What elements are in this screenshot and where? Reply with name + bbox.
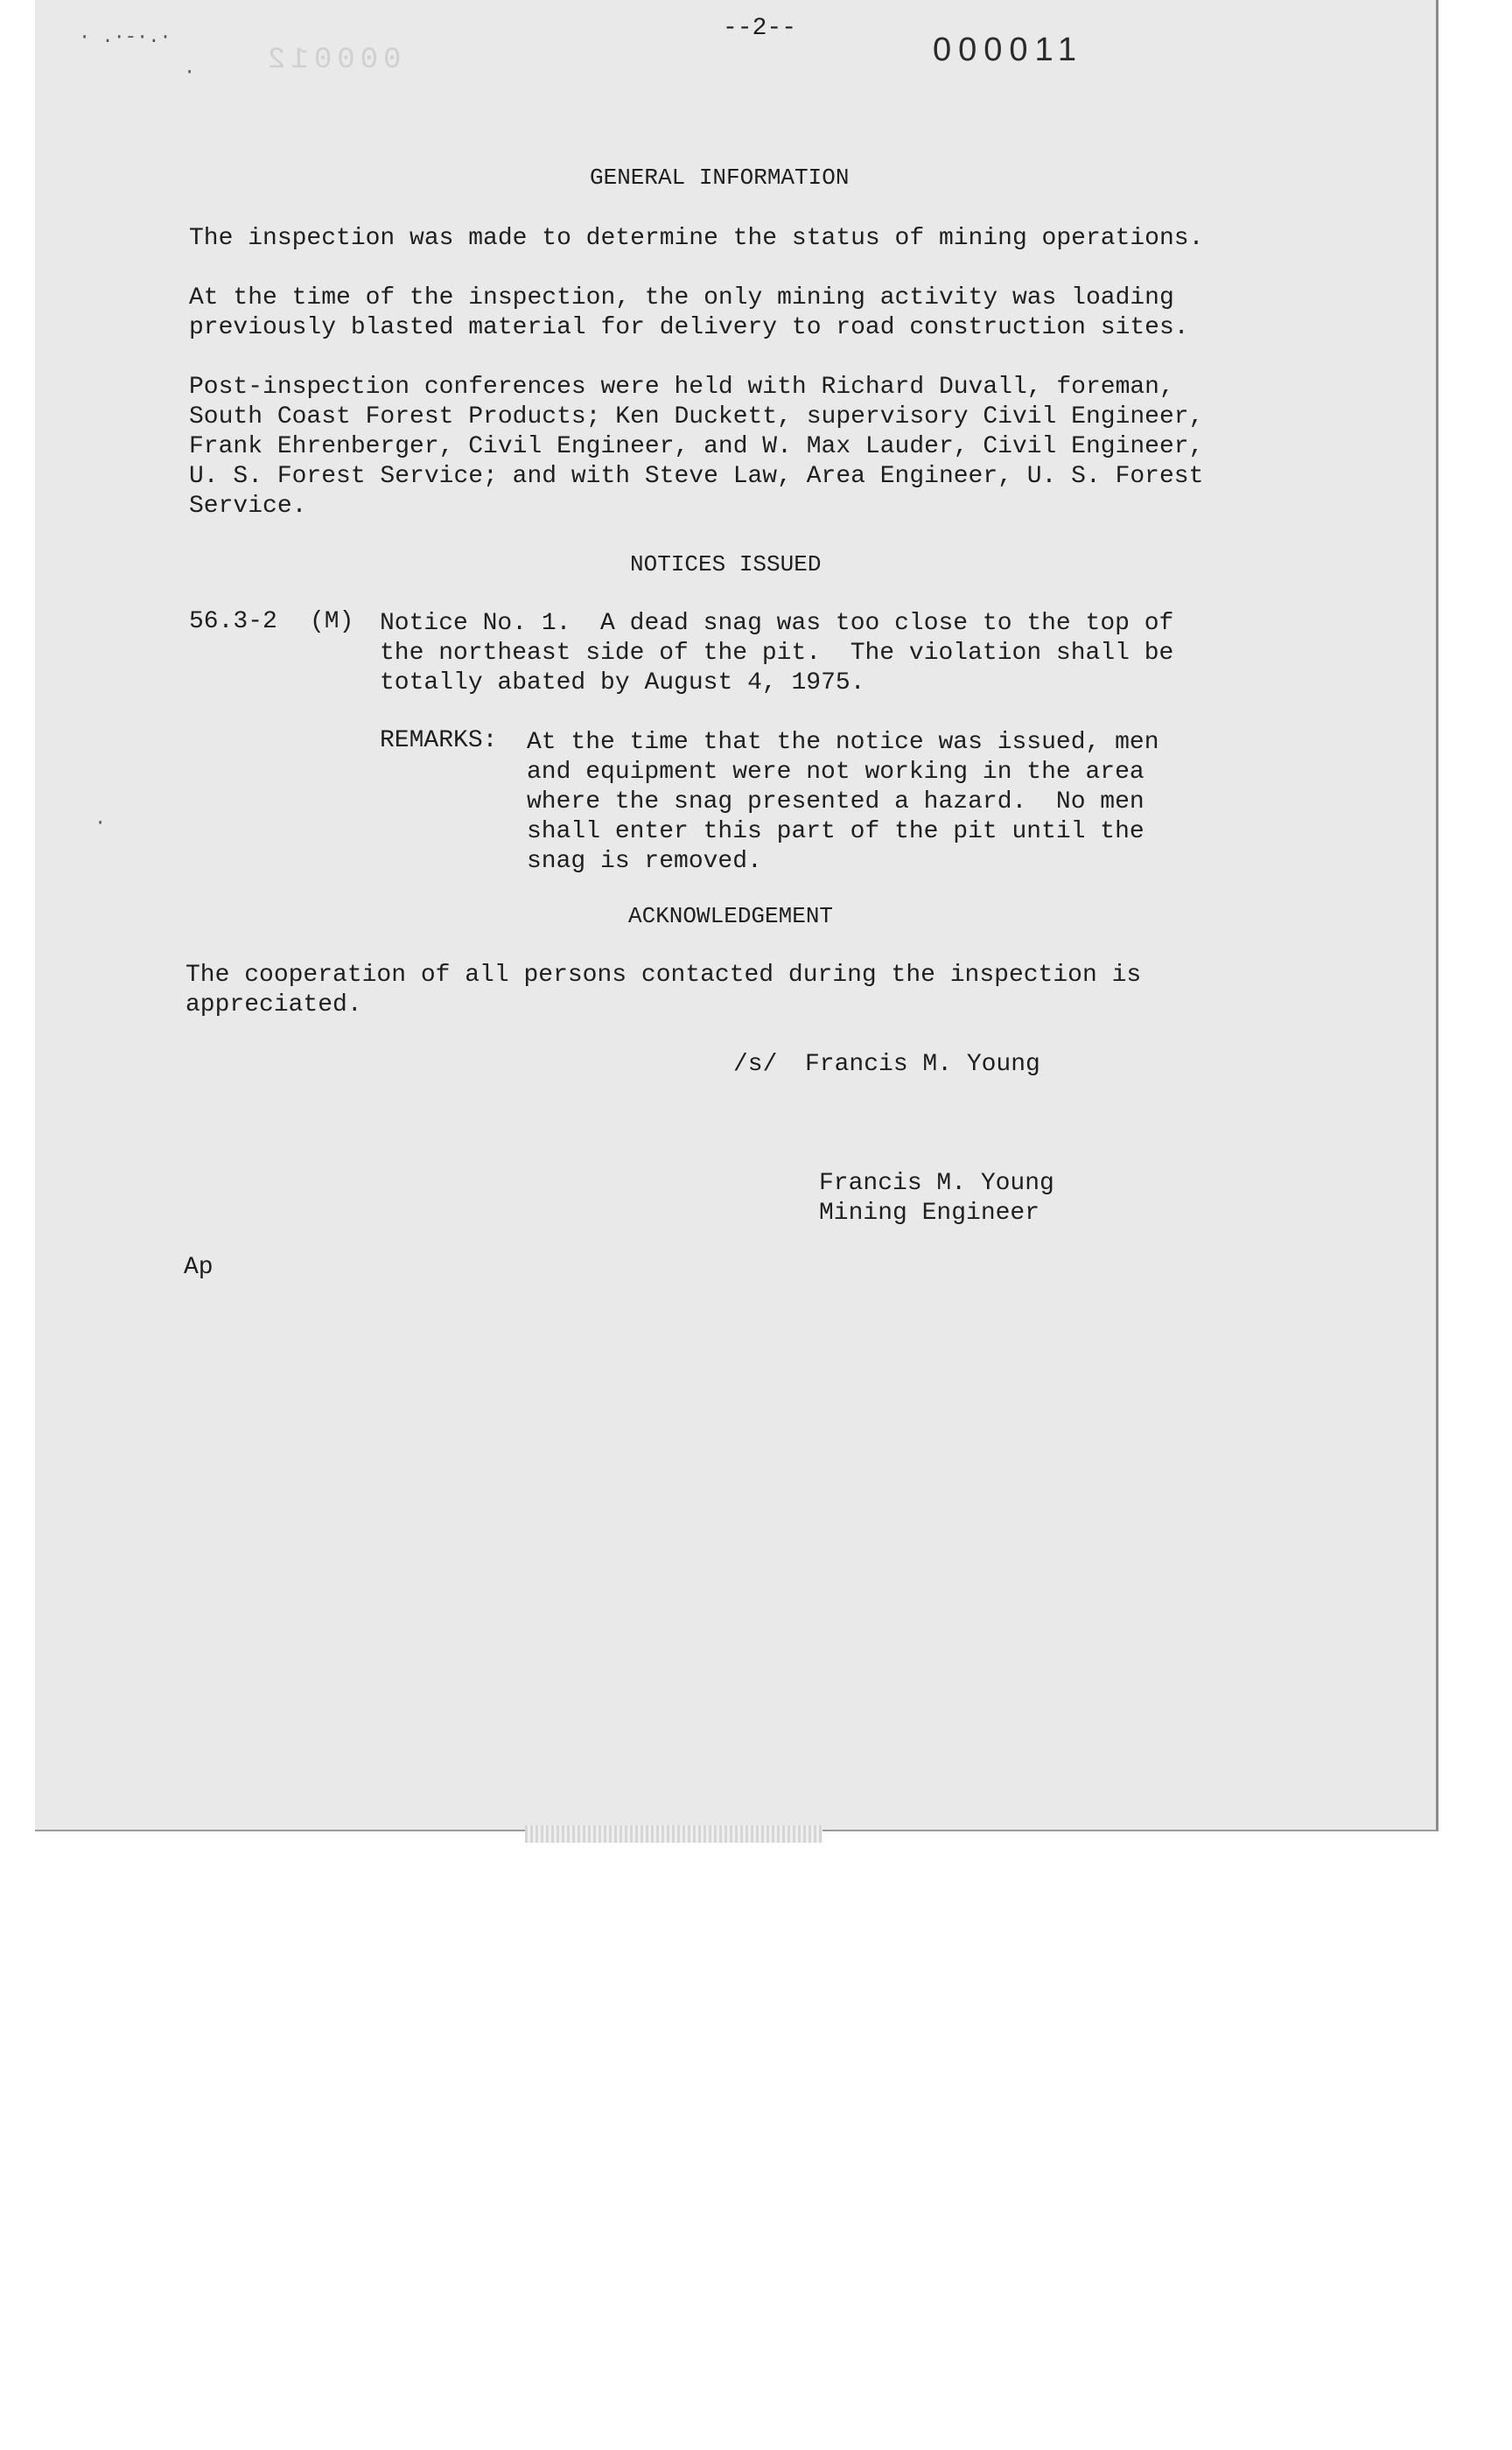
paragraph-conferences-line: Post-inspection conferences were held with Richard Duvall, foreman, (189, 374, 1174, 401)
paragraph-conferences-line: Frank Ehrenberger, Civil Engineer, and W. Max Lauder, Civil Engineer, (189, 433, 1204, 460)
scan-speck: · (184, 61, 196, 83)
page-number: --2-- (723, 15, 797, 42)
general-information-heading: GENERAL INFORMATION (590, 164, 850, 191)
citation-type: (M) (310, 608, 354, 635)
scan-speck: · .·-·.· (79, 26, 172, 48)
paragraph-mining-activity-line: previously blasted material for delivery to road construction sites. (189, 314, 1189, 341)
paragraph-mining-activity-line: At the time of the inspection, the only mining activity was loading (189, 284, 1174, 312)
acknowledgement-heading: ACKNOWLEDGEMENT (628, 903, 834, 929)
bleed-through-number: 000012 (262, 44, 402, 77)
signatory-title: Mining Engineer (819, 1200, 1040, 1227)
remarks-line: At the time that the notice was issued, men (527, 729, 1159, 756)
paragraph-conferences-line: Service. (189, 493, 307, 520)
scan-speck: · (94, 812, 107, 834)
paragraph-inspection-purpose: The inspection was made to determine the status of mining operations. (189, 225, 1204, 252)
remarks-line: shall enter this part of the pit until the (527, 818, 1144, 845)
notice-line: the northeast side of the pit. The violation shall be (380, 640, 1174, 667)
remarks-line: where the snag presented a hazard. No men (527, 788, 1144, 816)
signed-name: Francis M. Young (805, 1051, 1040, 1078)
acknowledgement-line: The cooperation of all persons contacted during the inspection is (186, 962, 1142, 989)
paragraph-conferences-line: U. S. Forest Service; and with Steve Law, Area Engineer, U. S. Forest (189, 463, 1204, 490)
citation-number: 56.3-2 (189, 608, 277, 635)
document-number-stamp: 000011 (933, 32, 1083, 68)
remarks-line: and equipment were not working in the area (527, 759, 1144, 786)
signatory-name: Francis M. Young (819, 1170, 1054, 1197)
paragraph-conferences-line: South Coast Forest Products; Ken Duckett, supervisory Civil Engineer, (189, 403, 1204, 430)
notice-line: totally abated by August 4, 1975. (380, 669, 865, 696)
notice-line: Notice No. 1. A dead snag was too close to the top of (380, 610, 1174, 637)
scan-edge-strip (525, 1825, 822, 1843)
remarks-label: REMARKS: (380, 727, 498, 754)
acknowledgement-line: appreciated. (186, 991, 362, 1018)
notices-issued-heading: NOTICES ISSUED (630, 551, 822, 578)
typist-initials: Ap (184, 1254, 214, 1281)
signed-marker: /s/ (733, 1051, 778, 1078)
remarks-line: snag is removed. (527, 848, 762, 875)
